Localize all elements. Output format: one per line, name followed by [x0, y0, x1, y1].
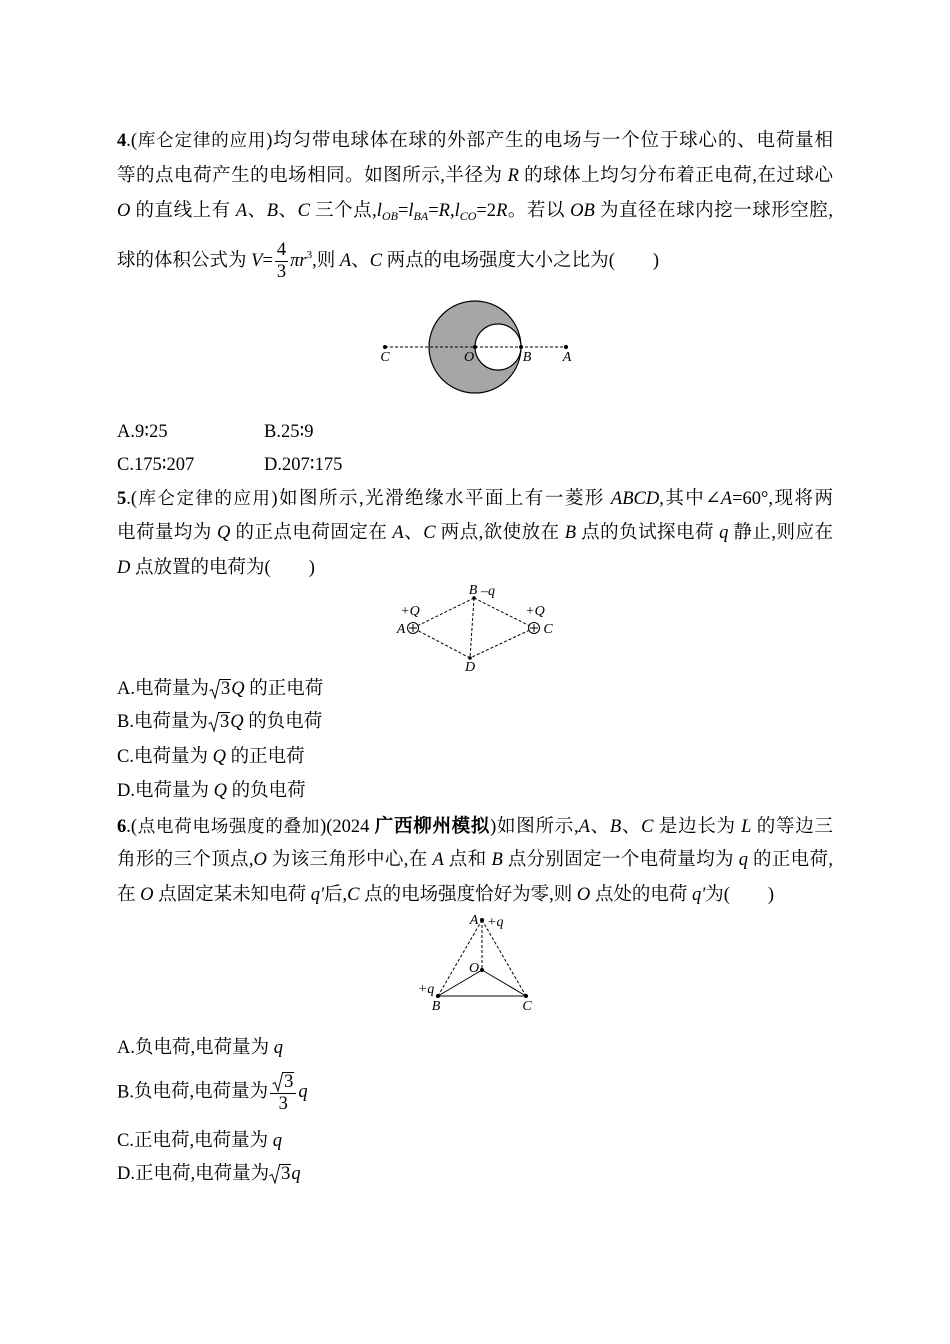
fraction-numerator: [270, 1072, 296, 1094]
q5-option-b: [117, 704, 322, 740]
option-label: C.: [117, 1131, 134, 1151]
edge-ac: [482, 920, 526, 996]
radicand: 3: [221, 679, 231, 699]
text-run: 正电荷,电荷量为: [135, 1164, 270, 1184]
text-run: 点处的电荷: [590, 885, 693, 905]
q6-option-b: [117, 1072, 308, 1114]
text-run: 电荷量均为: [117, 523, 217, 543]
variable: q: [738, 850, 749, 870]
q5-figure-rhombus: [390, 578, 565, 678]
edge-ab: [438, 920, 482, 996]
topic-tag: 库仑定律的应用: [137, 488, 272, 508]
text-run: =: [262, 250, 273, 271]
variable: O: [140, 885, 154, 905]
text-run: 电荷量为: [135, 781, 214, 801]
label-d: D: [464, 660, 476, 675]
variable: B: [491, 850, 503, 870]
text-run: =2: [476, 201, 497, 221]
variable: D: [117, 558, 131, 578]
q6-stem-line-2: [117, 842, 833, 878]
edge-ab: [413, 598, 474, 628]
square-root: [208, 712, 230, 732]
variable: πr: [290, 250, 307, 271]
fraction-numerator: [275, 241, 288, 262]
positive-charge-a-icon: [408, 623, 419, 634]
bold-text: 6: [117, 817, 127, 837]
text-run: 点固定某未知电荷: [153, 885, 311, 905]
label-a: A: [396, 622, 406, 637]
variable: Q: [212, 747, 226, 767]
label-c-charge: +Q: [525, 604, 545, 619]
label-b: B: [468, 583, 478, 598]
text-run: ,其中∠: [659, 489, 721, 509]
option-text: [135, 781, 306, 801]
text-run: ,: [449, 201, 455, 221]
text-run: 点和: [443, 850, 492, 870]
label-b: B: [522, 350, 532, 365]
text-run: 点的电场强度恰好为零,则: [359, 885, 577, 905]
text-run: 后,: [324, 885, 348, 905]
variable: C: [297, 201, 310, 221]
variable: B: [564, 523, 577, 543]
bold-text: 5: [117, 489, 127, 509]
answer-blank: [724, 885, 774, 905]
text-run: 、: [351, 250, 370, 271]
diagonal-bd: [470, 598, 474, 658]
text-run: 175∶207: [133, 455, 195, 475]
text-run: =: [428, 201, 439, 221]
text-run: 的正点电荷固定在: [230, 523, 393, 543]
text-run: 的正电荷,: [748, 850, 833, 870]
option-label: D.: [117, 781, 135, 801]
segment-oc: [482, 970, 526, 996]
q5-option-c: [117, 739, 305, 775]
q6-option-a: [117, 1030, 283, 1066]
text-run: 的球体上均匀分布着正电荷,在过球心: [518, 166, 833, 186]
text-run: 两点,欲使放在: [435, 523, 565, 543]
close-paren: ): [767, 885, 775, 905]
close-paren: ): [308, 558, 315, 578]
text-run: 三个点,: [309, 201, 377, 221]
text-run: 电荷量为: [133, 712, 208, 732]
point-c-dot: [524, 994, 528, 998]
q6-option-d: [117, 1156, 301, 1192]
label-b: B: [431, 999, 441, 1014]
option-text: [134, 712, 322, 732]
text-run: .(: [126, 489, 138, 509]
label-o: O: [468, 961, 480, 976]
option-text: [135, 1038, 283, 1058]
option-text: [281, 422, 314, 442]
option-label: A.: [117, 422, 135, 442]
q4-option-d: [264, 447, 342, 483]
fraction: [270, 1072, 296, 1114]
text-run: 为直径在球内挖一球形空腔,: [594, 201, 833, 221]
option-text: [135, 422, 168, 442]
label-a: A: [469, 913, 479, 928]
label-c: C: [380, 350, 390, 365]
variable: C: [423, 523, 436, 543]
text-run: 4: [276, 240, 287, 260]
square-root: [272, 1072, 294, 1092]
variable: O: [253, 850, 267, 870]
variable: R: [507, 166, 519, 186]
text-run: 的正电荷: [244, 679, 324, 699]
text-run: 是边长为: [653, 817, 742, 837]
variable: A: [235, 201, 248, 221]
option-text: [282, 455, 342, 475]
text-run: 负电荷,电荷量为: [133, 1082, 269, 1103]
option-text: [134, 1131, 282, 1151]
variable: B: [266, 201, 279, 221]
radical-sign: [208, 712, 219, 732]
variable: O: [117, 201, 131, 221]
label-a: A: [562, 350, 572, 365]
q5-stem-line-3: [117, 550, 315, 586]
text-run: 为该三角形中心,在: [266, 850, 433, 870]
label-b-charge: –q: [481, 584, 495, 599]
q4-stem-line-2: [117, 158, 833, 194]
variable: V: [251, 250, 263, 271]
text-run: 角形的三个顶点,: [117, 850, 254, 870]
label-b-charge: +q: [417, 982, 435, 997]
option-label: B.: [117, 712, 134, 732]
q6-figure-triangle: [410, 905, 550, 1017]
point-c-dot: [383, 345, 387, 349]
variable: OB: [570, 201, 595, 221]
answer-blank: [609, 251, 659, 271]
text-run: 点放置的电荷为: [130, 558, 265, 578]
q5-stem-line-1: [117, 480, 833, 516]
variable: C: [369, 250, 383, 271]
radical-sign: [209, 679, 220, 699]
q5-option-a: [117, 671, 323, 707]
open-paren: (: [264, 558, 271, 578]
text-run: 正电荷,电荷量为: [133, 1131, 273, 1151]
variable: A: [339, 250, 352, 271]
text-run: =60°,现将两: [732, 489, 833, 509]
option-text: [133, 1072, 308, 1114]
edge-cd: [470, 628, 534, 658]
text-run: 的负电荷: [243, 712, 323, 732]
label-a-charge: +Q: [400, 604, 420, 619]
variable: L: [741, 817, 752, 837]
option-label: B.: [117, 1082, 134, 1103]
q4-option-c: [117, 447, 194, 483]
fraction-denominator: [275, 262, 288, 282]
text-run: 为: [705, 885, 724, 905]
radical-sign: [272, 1072, 283, 1092]
option-label: A.: [117, 1038, 135, 1058]
option-text: [134, 455, 194, 475]
text-run: 3: [278, 1094, 288, 1114]
text-run: 的直线上有: [130, 201, 236, 221]
label-c: C: [522, 999, 532, 1014]
radical-sign: [269, 1164, 280, 1184]
variable: q: [298, 1082, 308, 1103]
radicand: 3: [284, 1072, 294, 1092]
text-run: )如图所示,光滑绝缘水平面上有一菱形: [271, 489, 611, 509]
variable: Q: [230, 712, 244, 732]
q5-option-d: [117, 773, 306, 809]
text-run: 、: [403, 523, 424, 543]
point-a-dot: [564, 345, 568, 349]
point-o-dot: [473, 345, 477, 349]
variable: O: [576, 885, 591, 905]
fraction: [275, 241, 288, 282]
option-label: C.: [117, 747, 134, 767]
variable: l: [408, 201, 414, 221]
text-run: 3: [276, 262, 287, 282]
variable: q: [273, 1038, 284, 1058]
variable: Q: [231, 679, 245, 699]
option-text: [135, 1164, 301, 1184]
text-run: .(: [126, 131, 138, 151]
option-label: B.: [264, 422, 281, 442]
text-run: 等的点电荷产生的电场相同。如图所示,半径为: [117, 166, 508, 186]
topic-tag: 库仑定律的应用: [137, 130, 267, 150]
text-run: 25∶9: [280, 422, 314, 442]
option-text: [134, 747, 305, 767]
radicand: 3: [281, 1164, 291, 1184]
subscript: BA: [413, 209, 429, 223]
variable: B: [609, 817, 622, 837]
subscript: CO: [459, 209, 477, 223]
text-run: )如图所示,: [490, 817, 579, 837]
variable: C: [347, 885, 360, 905]
radicand: 3: [219, 712, 230, 732]
option-label: C.: [117, 455, 134, 475]
variable: l: [454, 201, 460, 221]
point-b-dot: [436, 994, 440, 998]
variable: A: [432, 850, 444, 870]
option-label: A.: [117, 679, 135, 699]
text-run: 点的负试探电荷: [576, 523, 720, 543]
text-run: 、: [278, 201, 298, 221]
text-run: 电荷量为: [133, 747, 213, 767]
variable: q: [272, 1131, 282, 1151]
q4-stem-line-3: [117, 193, 833, 229]
topic-tag: 点电荷电场强度的叠加: [137, 816, 321, 836]
text-run: 的等边三: [751, 817, 833, 837]
text-run: 。若以: [507, 201, 571, 221]
text-run: 静止,则应在: [728, 523, 833, 543]
subscript: OB: [381, 209, 398, 223]
variable: l: [376, 201, 382, 221]
variable: q': [310, 885, 324, 905]
variable: C: [641, 817, 654, 837]
fraction-denominator: [270, 1094, 296, 1114]
label-o: O: [463, 350, 475, 365]
text-run: 电荷量为: [135, 679, 210, 699]
variable: R: [438, 201, 450, 221]
text-run: =: [397, 201, 409, 221]
variable: Q: [213, 781, 228, 801]
text-run: )均匀带电球体在球的外部产生的电场与一个位于球心的、电荷量相: [266, 131, 833, 151]
variable: A: [578, 817, 590, 837]
close-paren: ): [652, 250, 660, 271]
text-run: 负电荷,电荷量为: [135, 1038, 274, 1058]
text-run: .(: [126, 817, 138, 837]
text-run: 在: [117, 885, 141, 905]
bold-text: 广西柳州模拟: [374, 817, 491, 837]
text-run: 、: [589, 817, 610, 837]
superscript: 3: [306, 248, 313, 261]
square-root: [209, 679, 231, 699]
text-run: 9∶25: [135, 422, 168, 442]
edge-da: [413, 628, 470, 658]
variable: q': [692, 885, 706, 905]
q4-figure-sphere-with-cavity: [370, 290, 580, 400]
q6-option-c: [117, 1123, 282, 1159]
variable: A: [392, 523, 404, 543]
bold-text: 4: [117, 131, 127, 151]
text-run: )(2024: [320, 817, 375, 837]
text-run: 两点的电场强度大小之比为: [382, 250, 609, 271]
q4-stem-line-1: [117, 122, 833, 158]
variable: Q: [217, 523, 231, 543]
answer-blank: [265, 558, 315, 578]
text-run: 的正电荷: [225, 747, 305, 767]
q6-stem-line-1: [117, 808, 833, 844]
option-label: D.: [117, 1164, 135, 1184]
option-text: [135, 679, 323, 699]
point-o-dot: [480, 968, 484, 972]
text-run: 、: [621, 817, 642, 837]
q4-option-b: [264, 414, 314, 450]
variable: q: [291, 1164, 301, 1184]
text-run: 207∶175: [282, 455, 343, 475]
label-c: C: [543, 622, 553, 637]
square-root: [269, 1164, 291, 1184]
text-run: ,则: [312, 250, 340, 271]
option-label: D.: [264, 455, 282, 475]
positive-charge-c-icon: [529, 623, 540, 634]
text-run: 点分别固定一个电荷量均为: [502, 850, 739, 870]
open-paren: (: [608, 250, 615, 271]
label-a-charge: +q: [487, 915, 504, 930]
q4-option-a: [117, 414, 168, 450]
point-a-dot: [480, 918, 484, 922]
variable: q: [719, 523, 729, 543]
point-b-dot: [519, 345, 523, 349]
text-run: 球的体积公式为: [117, 250, 252, 271]
q5-stem-line-2: [117, 515, 833, 551]
text-run: 、: [247, 201, 267, 221]
open-paren: (: [723, 885, 730, 905]
q4-stem-line-4: [117, 240, 660, 282]
variable: R: [496, 201, 508, 221]
variable: A: [720, 489, 733, 509]
text-run: 的负电荷: [227, 781, 306, 801]
variable: ABCD: [610, 489, 660, 509]
